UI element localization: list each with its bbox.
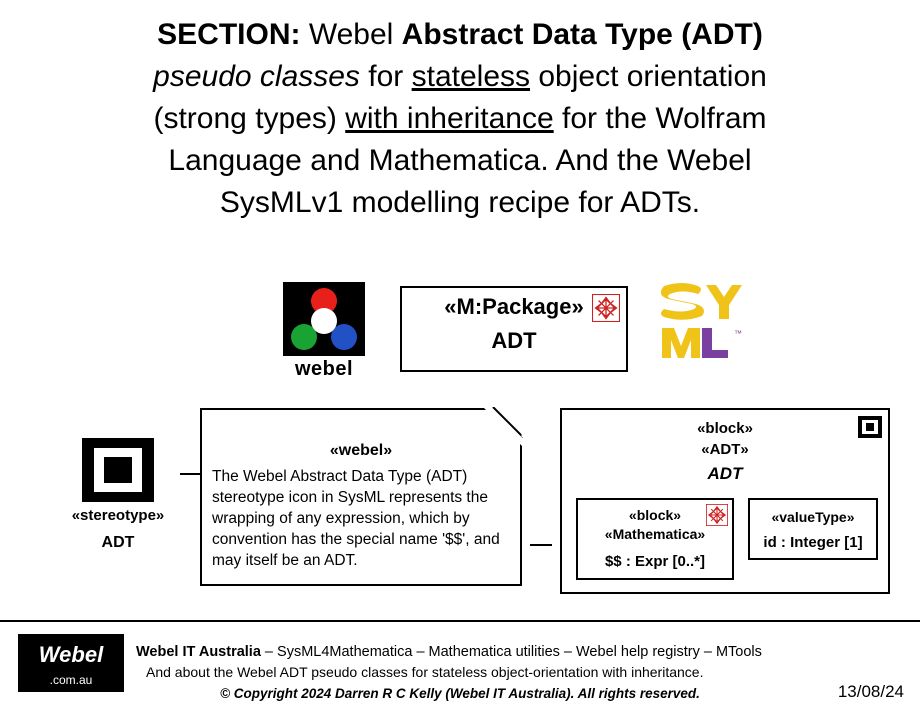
title-line2-for: for bbox=[359, 60, 412, 93]
title-line-5: SysMLv1 modelling recipe for ADTs. bbox=[219, 186, 701, 219]
webel-footer-logo-domain: .com.au bbox=[49, 673, 93, 687]
mathematica-spikey-icon bbox=[706, 504, 728, 526]
stereotype-name-label: ADT bbox=[101, 534, 135, 551]
title-line-1 bbox=[20, 14, 900, 56]
title-section-label: SECTION: bbox=[157, 18, 301, 51]
block-stereotype-block: «block» bbox=[697, 420, 753, 437]
webel-footer-logo[interactable] bbox=[18, 634, 124, 692]
uml-note-box bbox=[200, 408, 522, 586]
mpackage-adt-box bbox=[400, 286, 628, 372]
title-line3-end: for the Wolfram bbox=[553, 102, 767, 135]
title-line1-end: Abstract Data Type (ADT) bbox=[401, 18, 763, 51]
part-property-expr: $$ : Expr [0..*] bbox=[604, 553, 706, 570]
webel-logo-icon bbox=[283, 282, 365, 356]
part-stereotype-mathematica: «Mathematica» bbox=[604, 526, 706, 542]
title-line2-end: object orientation bbox=[530, 60, 767, 93]
adt-block-box bbox=[560, 408, 890, 594]
mathematica-spikey-icon bbox=[592, 294, 620, 322]
svg-text:™: ™ bbox=[734, 329, 742, 338]
connector-line-right bbox=[530, 544, 552, 546]
mpackage-name-label: ADT bbox=[491, 328, 537, 353]
webel-footer-logo-word: Webel bbox=[38, 642, 104, 667]
sysml-logo-icon bbox=[654, 280, 746, 364]
part-stereotype-valuetype: «valueType» bbox=[771, 509, 855, 525]
connector-line-left bbox=[180, 473, 200, 475]
footer-divider bbox=[0, 620, 920, 622]
title-line-3 bbox=[20, 98, 900, 140]
note-body-text: The Webel Abstract Data Type (ADT) stereotype icon in SysML represents the wrapping of any expression, which by convention has the special name '$$', and may itself be an ADT. bbox=[212, 468, 500, 569]
webel-logo-label: webel bbox=[294, 358, 354, 380]
note-stereotype-label: «webel» bbox=[329, 442, 393, 459]
footer-line-2: And about the Webel ADT pseudo classes for stateless object-orientation with inheritance. bbox=[146, 664, 704, 680]
part-stereotype-block: «block» bbox=[628, 507, 682, 523]
title-line3-start: (strong types) bbox=[153, 102, 346, 135]
title-line-2 bbox=[20, 56, 900, 98]
stereotype-icon-inner-black bbox=[104, 457, 132, 483]
block-name-label: ADT bbox=[707, 464, 743, 483]
block-stereotypes bbox=[562, 418, 888, 460]
title-line-4: Language and Mathematica. And the Webel bbox=[168, 144, 752, 177]
part-property-id: id : Integer [1] bbox=[763, 534, 863, 551]
valuetype-part-box bbox=[748, 498, 878, 560]
stereotype-keyword-label: «stereotype» bbox=[71, 507, 165, 524]
footer-copyright: © Copyright 2024 Darren R C Kelly (Webel IT Australia). All rights reserved. bbox=[220, 686, 700, 701]
title-pseudo-classes: pseudo classes bbox=[153, 60, 360, 93]
mathematica-part-box bbox=[576, 498, 734, 580]
note-fold-corner-icon bbox=[483, 407, 523, 447]
mpackage-stereotype-label: «M:Package» bbox=[444, 294, 584, 319]
webel-adt-stereotype-icon bbox=[82, 438, 154, 502]
title-stateless: stateless bbox=[411, 60, 531, 93]
footer-date: 13/08/24 bbox=[837, 682, 904, 701]
footer-company-name: Webel IT Australia bbox=[136, 644, 261, 660]
block-stereotype-adt: «ADT» bbox=[701, 441, 749, 458]
title-with-inheritance: with inheritance bbox=[345, 102, 554, 135]
webel-white-dot-icon bbox=[311, 308, 337, 334]
footer-products-list: – SysML4Mathematica – Mathematica utilities – Webel help registry – MTools bbox=[260, 644, 762, 660]
title-line1-mid: Webel bbox=[300, 18, 402, 51]
footer-line-1 bbox=[136, 644, 762, 660]
page-title bbox=[20, 14, 900, 224]
